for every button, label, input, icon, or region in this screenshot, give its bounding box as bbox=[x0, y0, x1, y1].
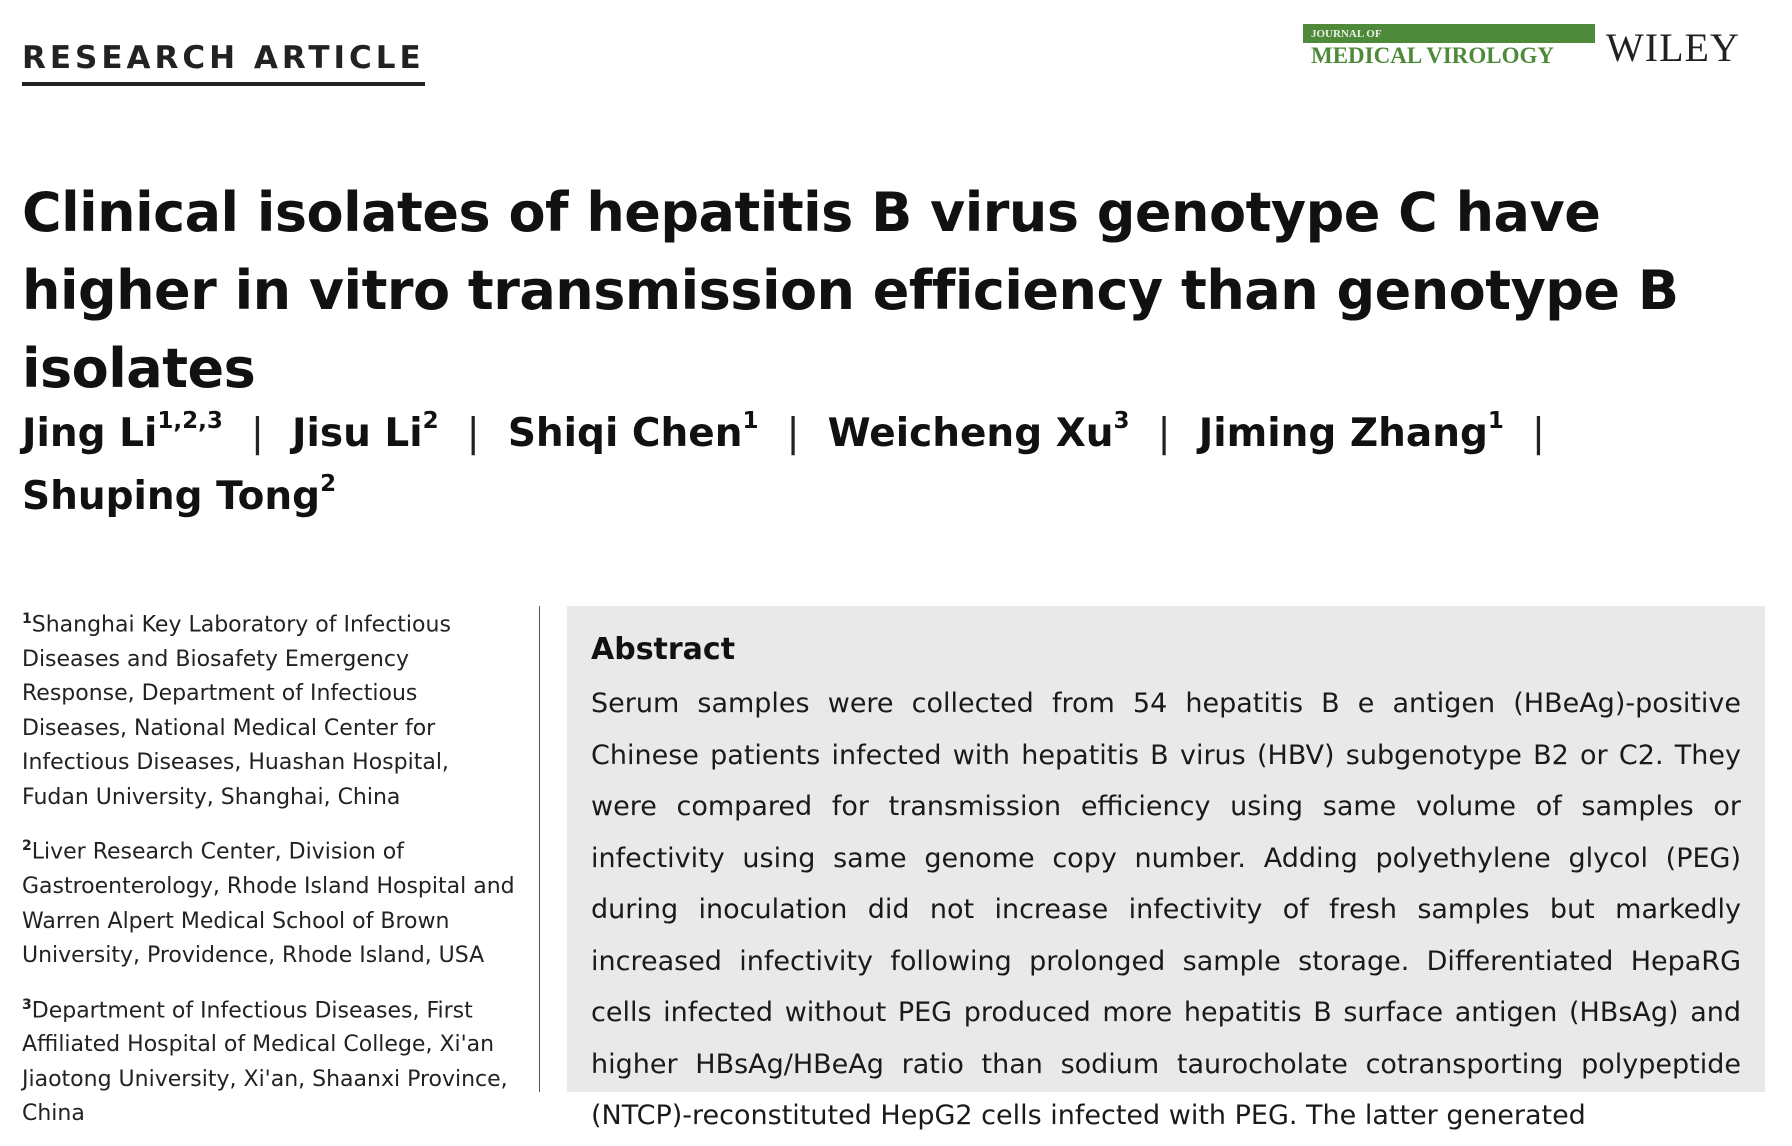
author-name: Shiqi Chen bbox=[507, 411, 743, 456]
affiliation-number: 3 bbox=[22, 996, 32, 1013]
author-name: Jing Li bbox=[22, 411, 158, 456]
author-affiliation-marker: 1 bbox=[742, 408, 759, 434]
author-affiliation-marker: 3 bbox=[1113, 408, 1130, 434]
author bbox=[22, 471, 337, 519]
author-affiliation-marker: 1 bbox=[1487, 408, 1504, 434]
author-affiliation-marker: 1,2,3 bbox=[157, 408, 223, 434]
author bbox=[1198, 408, 1504, 456]
journal-logo-top: JOURNAL OF bbox=[1303, 24, 1595, 43]
author-separator: | bbox=[466, 411, 480, 456]
author-separator: | bbox=[1157, 411, 1171, 456]
affiliation-text: Liver Research Center, Division of Gastroenterology, Rhode Island Hospital and Warren Alpert Medical School of Brown University, Providence, Rhode Island, USA bbox=[22, 839, 515, 969]
article-title: Clinical isolates of hepatitis B virus genotype C have higher in vitro transmission efficiency than genotype B isolates bbox=[22, 181, 1679, 400]
publisher-logo: WILEY bbox=[1606, 25, 1740, 70]
affiliations-column bbox=[22, 602, 522, 1146]
abstract-box bbox=[567, 606, 1765, 1131]
affiliation-number: 2 bbox=[22, 838, 32, 855]
affiliation-number: 1 bbox=[22, 611, 32, 627]
affiliation bbox=[22, 829, 522, 973]
affiliation bbox=[22, 602, 522, 815]
journal-logo bbox=[1303, 24, 1595, 70]
author bbox=[22, 408, 223, 456]
author-name: Shuping Tong bbox=[22, 474, 321, 519]
affiliation bbox=[22, 988, 522, 1132]
author bbox=[292, 408, 439, 456]
author-name: Jiming Zhang bbox=[1198, 411, 1488, 456]
column-divider bbox=[539, 606, 540, 1092]
affiliation-text: Department of Infectious Diseases, First Affiliated Hospital of Medical College, Xi'an Jiaotong University, Xi'an, Shaanxi Province, China bbox=[22, 997, 508, 1127]
affiliation-text: Shanghai Key Laboratory of Infectious Diseases and Biosafety Emergency Response, Department of Infectious Diseases, National Medical Center for Infectious Diseases, Huashan Hospital, Fudan University, Shanghai, China bbox=[22, 612, 451, 810]
author bbox=[827, 408, 1130, 456]
article-type-label: RESEARCH ARTICLE bbox=[22, 40, 425, 86]
author-affiliation-marker: 2 bbox=[422, 408, 439, 434]
journal-logo-name: MEDICAL VIROLOGY bbox=[1311, 43, 1555, 68]
abstract-heading: Abstract bbox=[591, 632, 736, 667]
author-separator: | bbox=[250, 411, 264, 456]
author bbox=[507, 408, 759, 456]
author-name: Jisu Li bbox=[292, 411, 423, 456]
author-list bbox=[22, 402, 1722, 528]
author-affiliation-marker: 2 bbox=[320, 471, 337, 497]
abstract-text: Serum samples were collected from 54 hepatitis B e antigen (HBeAg)-positive Chinese patients infected with hepatitis B virus (HBV) subgenotype B2 or C2. They were compared for transmission efficiency using same volume of samples or infectivity using same genome copy number. Adding polyethylene glycol (PEG) during inoculation did not increase infectivity of fresh samples but markedly increased infectivity following prolonged sample storage. Differentiated HepaRG cells infected without PEG produced more hepatitis B surface antigen (HBsAg) and higher HBsAg/HBeAg ratio than sodium taurocholate cotransporting polypeptide (NTCP)-reconstituted HepG2 cells infected with PEG. The latter generated bbox=[591, 688, 1741, 1131]
author-name: Weicheng Xu bbox=[827, 411, 1114, 456]
author-separator: | bbox=[786, 411, 800, 456]
author-separator: | bbox=[1531, 411, 1546, 456]
